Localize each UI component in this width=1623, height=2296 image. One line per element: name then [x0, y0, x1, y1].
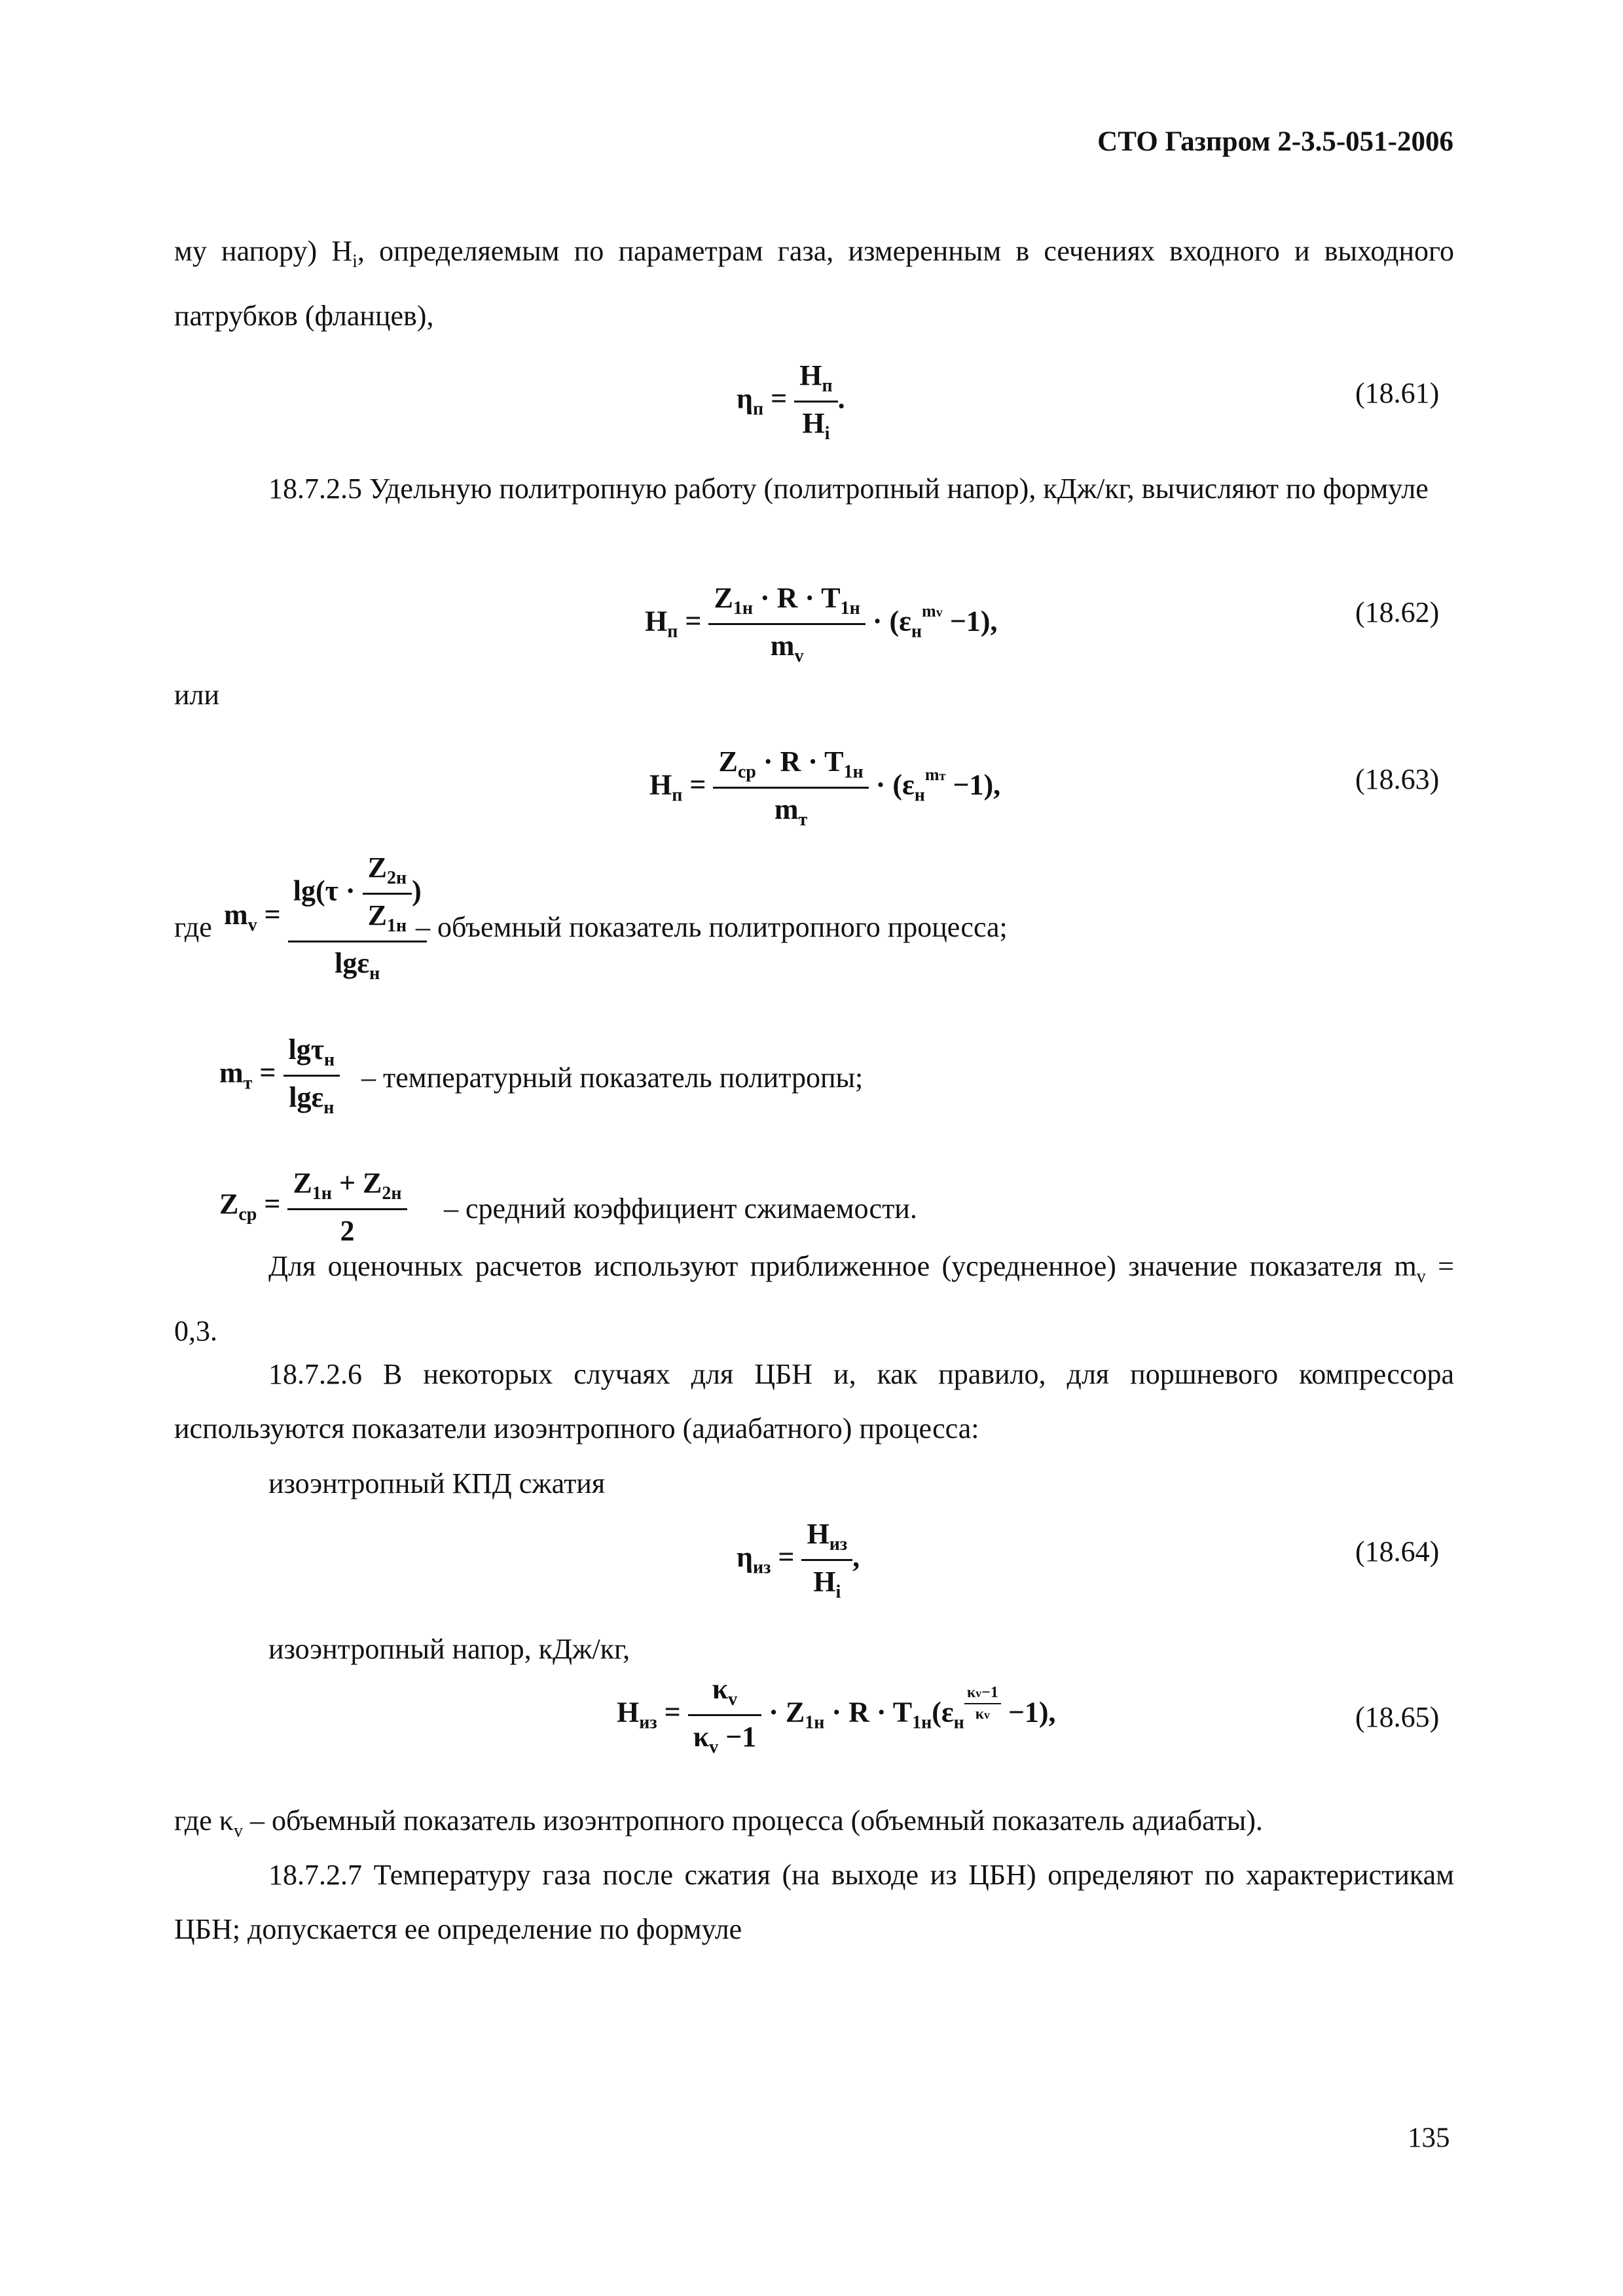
equation-18-65: $H_{из}$ = $\frac{\kappa_v}{\kappa_v -1}$ · $Z_{1н} \cdot R \cdot T_{1н}(\varepsilon_н$ $^{\frac{\kappa v-1}{\kappa v}}$ −1),: [617, 1673, 1056, 1757]
paragraph-isentropic-efficiency: изоэнтропный КПД сжатия: [268, 1467, 606, 1499]
definition-mt: $m_т$ = $\frac{\lg\tau_н}{\lg\varepsilon_н}$: [219, 1033, 340, 1119]
paragraph-intro: му напору) $H_i$, определяемым по параметрам газа, измеренным в сечениях входного и выходного патрубков (фланцев),: [174, 235, 1454, 332]
paragraph-18-7-2-6: 18.7.2.6 В некоторых случаях для ЦБН и, как правило, для поршневого компрессора используются показатели изоэнтропного (адиабатного) процесса:: [174, 1358, 1454, 1444]
equation-18-63: $H_п$ = $\frac{Z_{ср} \cdot R \cdot T_{1н}}{m_т}$ · $(\varepsilon_н^{mт} -1)$,: [649, 745, 1001, 830]
equation-number: (18.64): [1355, 1535, 1440, 1568]
mv-description: – объемный показатель политропного процесса;: [416, 911, 1008, 943]
page-number: 135: [1408, 2123, 1450, 2153]
label-where: где: [174, 911, 212, 943]
zcp-description: – средний коэффициент сжимаемости.: [444, 1193, 917, 1225]
definition-mv: $m_v$ = lg(τ · $\frac{Z_{2н}}{Z_{1н}}$ ) lgε$_н$: [224, 851, 427, 984]
paragraph-18-7-2-5: 18.7.2.5 Удельную политропную работу (политропный напор), кДж/кг, вычисляют по формуле: [268, 473, 1429, 505]
equation-number: (18.61): [1355, 377, 1440, 409]
equation-18-62: $H_п$ = $\frac{Z_{1н} \cdot R \cdot T_{1н}}{m_v}$ · $(\varepsilon_н^{mv} -1)$,: [645, 582, 998, 666]
equation-number: (18.65): [1355, 1701, 1440, 1733]
equation-18-61: $\eta_п$ = $\frac{H_п}{H_i}$ .: [737, 359, 845, 444]
equation-number: (18.62): [1355, 596, 1440, 628]
document-header: СТО Газпром 2-3.5-051-2006: [1097, 126, 1453, 157]
equation-18-64: $\eta_{из}$ = $\frac{H_{из}}{H_i}$ ,: [737, 1518, 860, 1602]
paragraph-18-7-2-7: 18.7.2.7 Температуру газа после сжатия (на выходе из ЦБН) определяют по характеристикам ЦБН; допускается ее определение по формуле: [174, 1859, 1454, 1945]
paragraph-kappa-definition: где $\kappa_v$ – объемный показатель изоэнтропного процесса (объемный показатель адиабаты).: [174, 1804, 1263, 1841]
definition-zcp: $Z_{ср}$ = $\frac{Z_{1н} + Z_{2н}}{2}$: [219, 1166, 407, 1247]
connector-or: или: [174, 679, 220, 711]
paragraph-isentropic-head: изоэнтропный напор, кДж/кг,: [268, 1633, 630, 1665]
paragraph-estimate: Для оценочных расчетов используют приближенное (усредненное) значение показателя $m_v = 0,3$.: [174, 1250, 1454, 1347]
mt-description: – температурный показатель политропы;: [361, 1062, 864, 1094]
equation-number: (18.63): [1355, 763, 1440, 795]
